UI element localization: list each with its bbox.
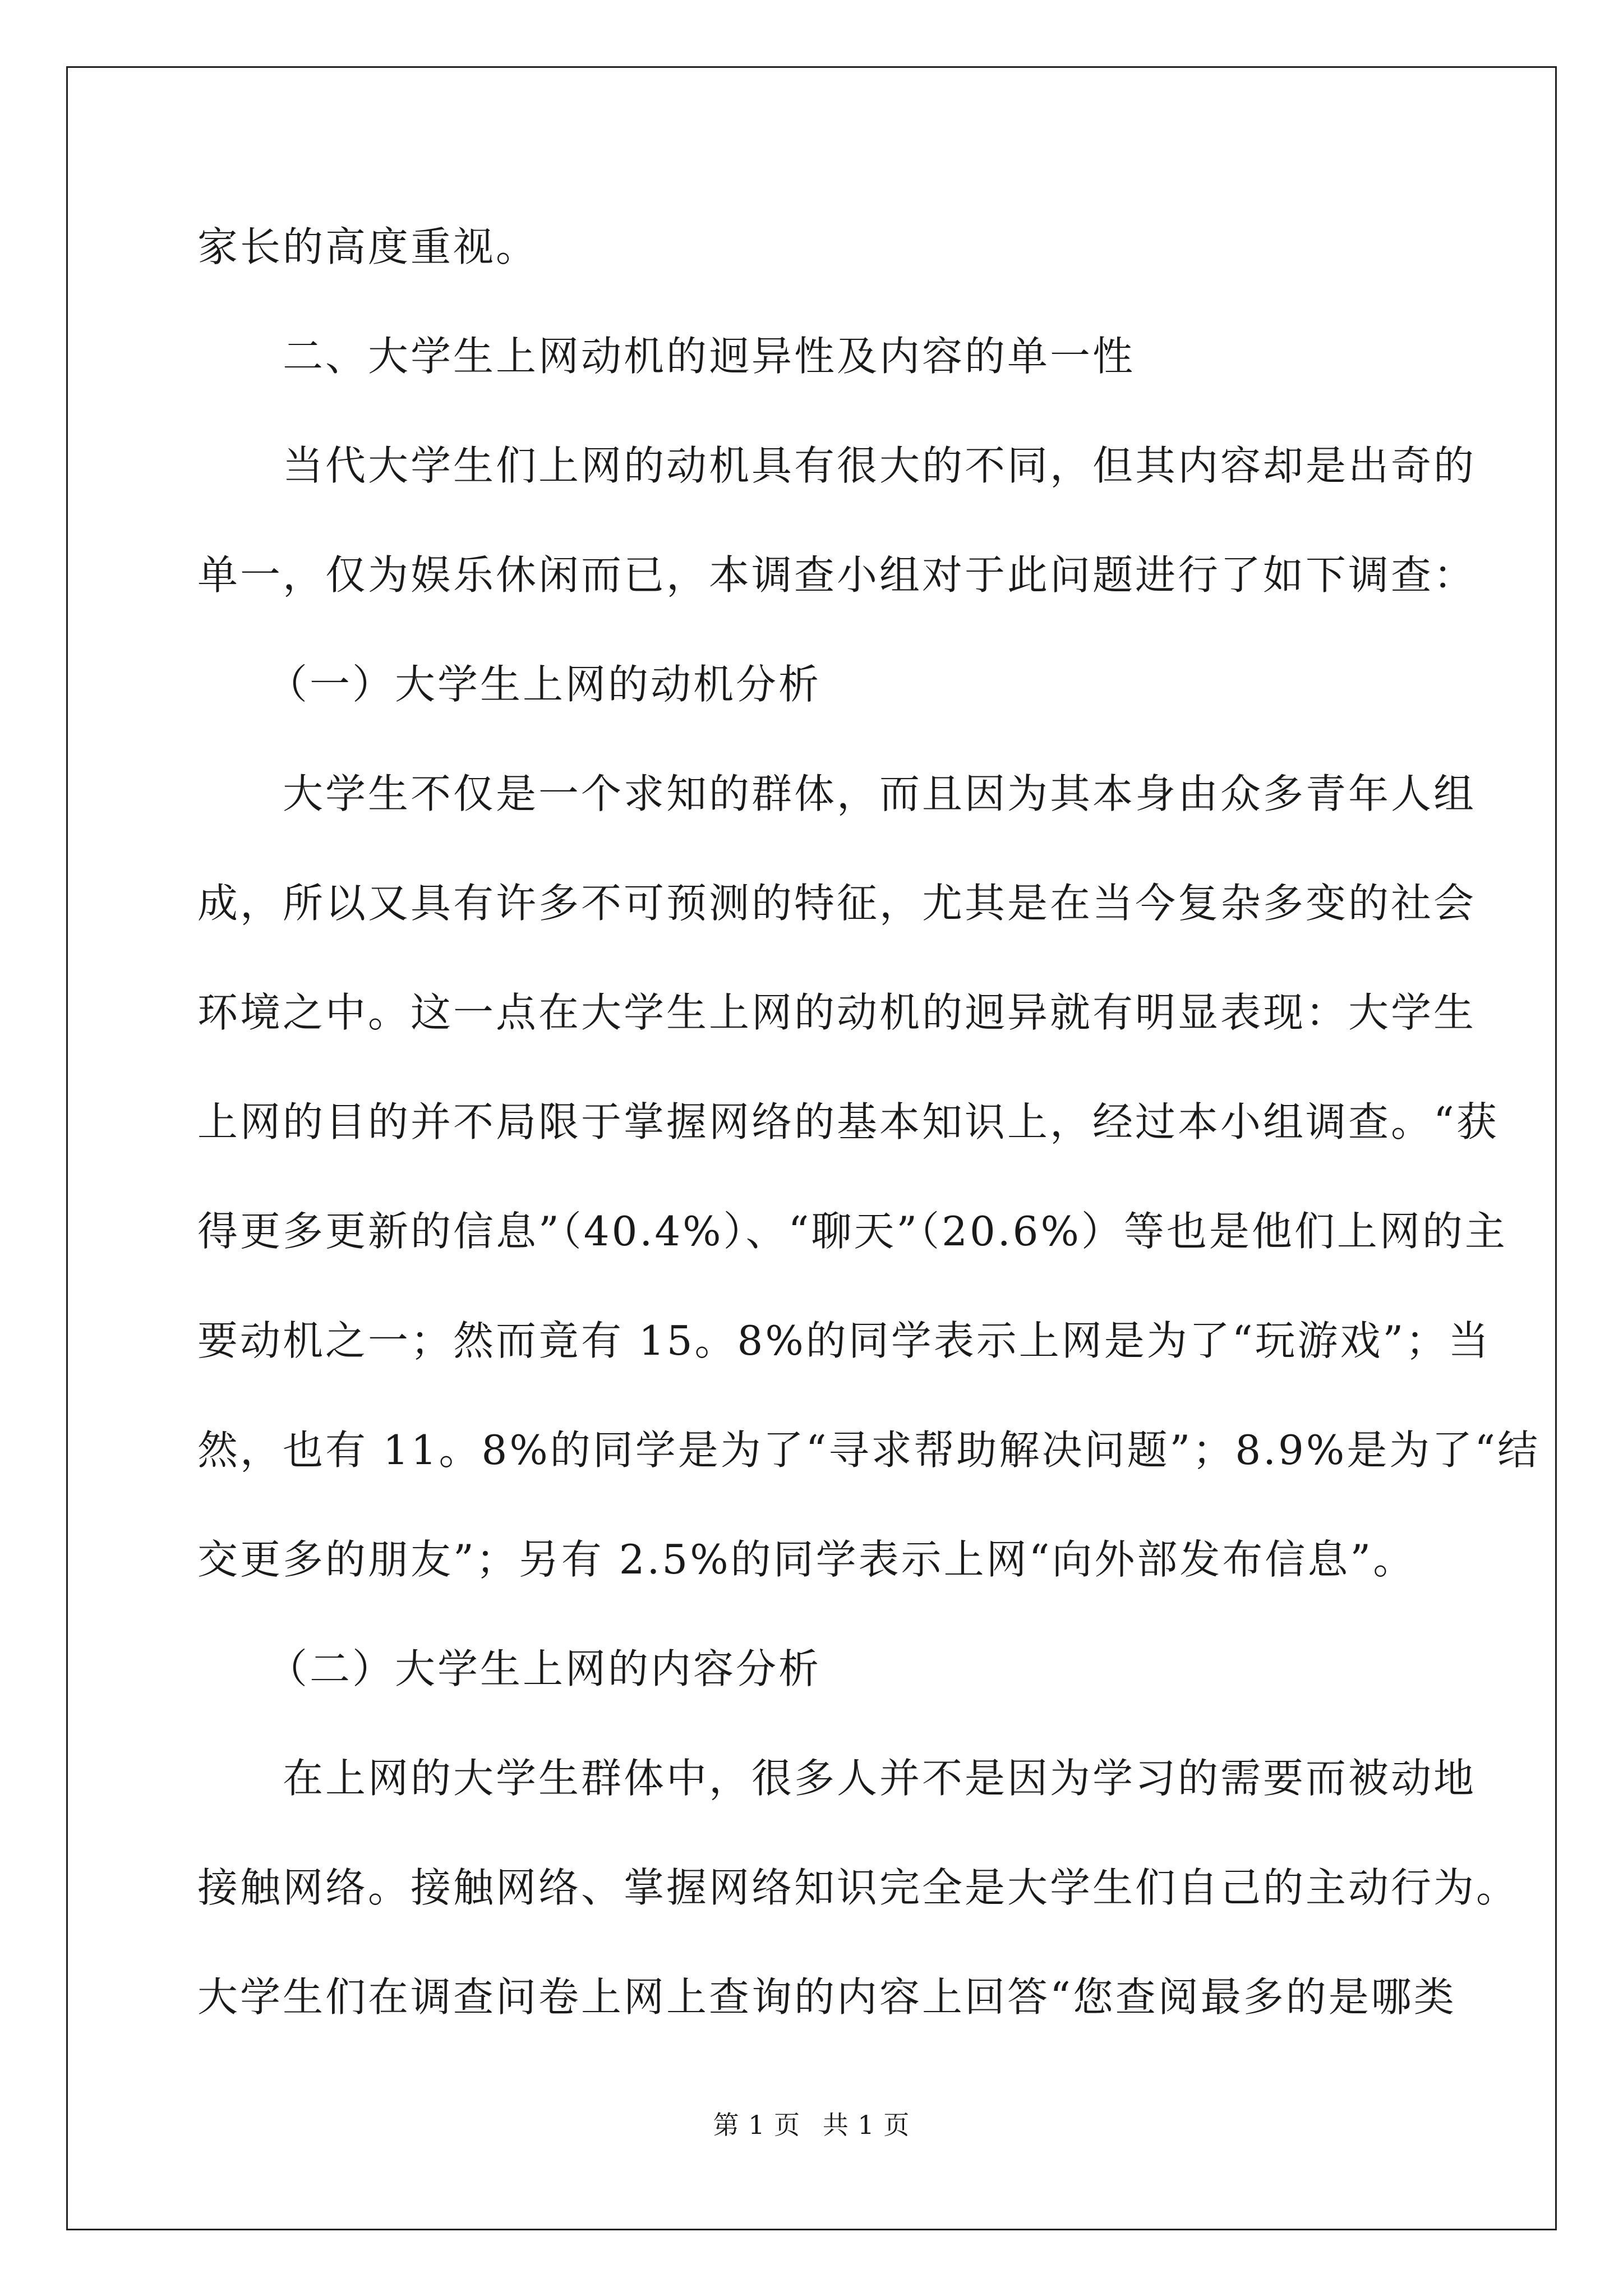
text-line-11: 要动机之一；然而竟有 15。8%的同学表示上网是为了“玩游戏”；当 (197, 1317, 1491, 1364)
text-line-6: 大学生不仅是一个求知的群体，而且因为其本身由众多青年人组 (283, 770, 1477, 817)
text-line-13: 交更多的朋友”；另有 2.5%的同学表示上网“向外部发布信息”。 (197, 1536, 1416, 1583)
text-line-17: 大学生们在调查问卷上网上查询的内容上回答“您查阅最多的是哪类 (197, 1973, 1456, 2021)
text-line-1: 家长的高度重视。 (197, 223, 539, 270)
page-total: 共 1 页 (822, 2110, 910, 2140)
text-line-9: 上网的目的并不局限于掌握网络的基本知识上，经过本小组调查。“获 (197, 1098, 1499, 1145)
page-footer (0, 2108, 1623, 2142)
page-number: 第 1 页 (713, 2110, 801, 2140)
subsection-heading-1: （一）大学生上网的动机分析 (267, 661, 822, 708)
text-line-15: 在上网的大学生群体中，很多人并不是因为学习的需要而被动地 (283, 1755, 1477, 1802)
text-line-10: 得更多更新的信息”（40.4%）、“聊天”（20.6%）等也是他们上网的主 (197, 1208, 1507, 1255)
text-line-16: 接触网络。接触网络、掌握网络知识完全是大学生们自己的主动行为。 (197, 1864, 1519, 1911)
text-line-3: 当代大学生们上网的动机具有很大的不同，但其内容却是出奇的 (283, 442, 1477, 489)
section-heading-2: 二、大学生上网动机的迥异性及内容的单一性 (283, 333, 1136, 380)
text-line-7: 成，所以又具有许多不可预测的特征，尤其是在当今复杂多变的社会 (197, 880, 1477, 927)
subsection-heading-2: （二）大学生上网的内容分析 (267, 1645, 822, 1692)
text-line-4: 单一，仅为娱乐休闲而已，本调查小组对于此问题进行了如下调查： (197, 551, 1477, 599)
text-line-12: 然，也有 11。8%的同学是为了“寻求帮助解决问题”；8.9%是为了“结 (197, 1427, 1541, 1474)
text-line-8: 环境之中。这一点在大学生上网的动机的迥异就有明显表现：大学生 (197, 989, 1477, 1036)
